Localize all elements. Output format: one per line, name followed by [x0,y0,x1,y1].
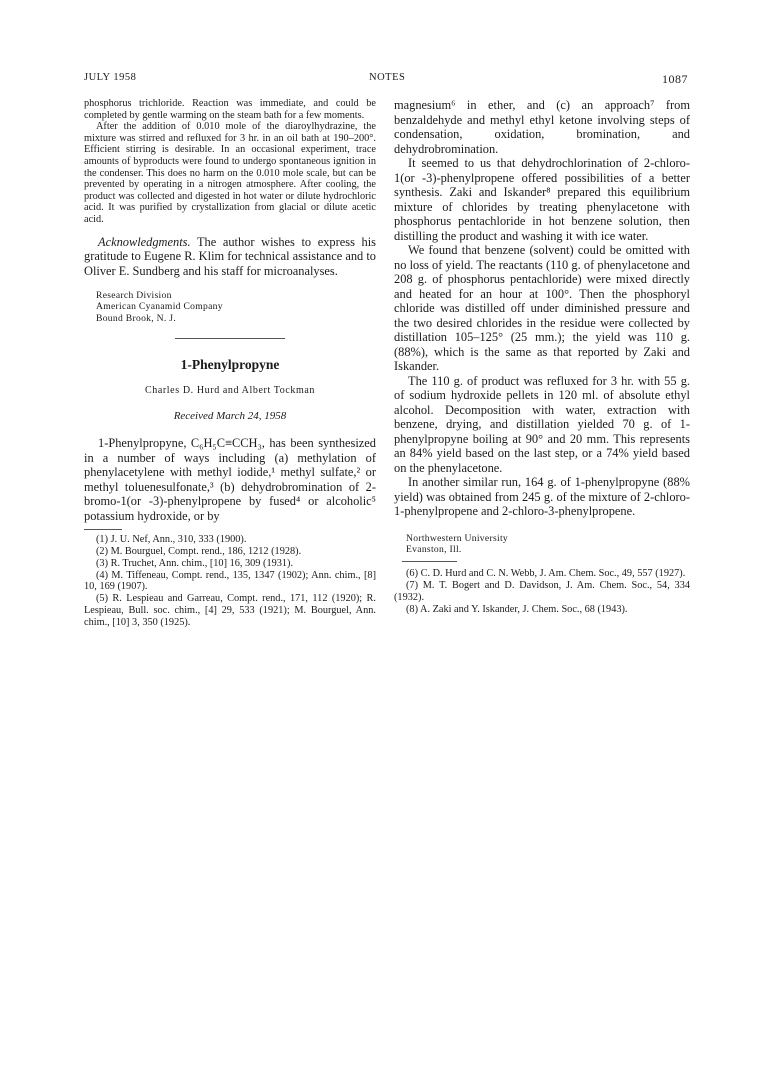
article-body: The 110 g. of product was refluxed for 3 hr. with 55 g. of sodium hydroxide pellets in 120 ml. of absolute ethyl alcohol. Decomposition with water, extraction with benzene, drying, and distillation yielded 70 g. of 1-phenylpropyne boiling at 90° and 20 mm. This represents an 84% yield based on the last step, or a 74% yield based on the phenylacetone. [394,373,690,475]
address-line: Evanston, Ill. [406,543,462,555]
article-body: 1-Phenylpropyne, C₆H₅C≡CCH₃, has been synthesized in a number of ways including (a) methylation of phenylacetylene with methyl iodide,¹ methyl sulfate,² or methyl toluenesulfonate,³ (b) dehydrobromination of 2-bromo-1(or -3)-phenylpropene by fused⁴ or alcoholic⁵ potassium hydroxide, or by [84,436,376,523]
page-number: 1087 [662,72,688,86]
footnote: (5) R. Lespieau and Garreau, Compt. rend., 171, 112 (1920); R. Lespieau, Bull. soc. chim., [4] 29, 533 (1921); M. Bourguel, Ann. chim., [10] 3, 350 (1925). [84,593,376,628]
footnote: (2) M. Bourguel, Compt. rend., 186, 1212 (1928). [96,546,302,558]
received-date: Received March 24, 1958 [173,410,287,423]
article-body: magnesium⁶ in ether, and (c) an approach⁷ from benzaldehyde and methyl ethyl ketone involving steps of condensation, oxidation, bromination, and dehydrobromination. [394,98,690,156]
article-authors: Charles D. Hurd and Albert Tockman [144,385,316,397]
section-divider [175,338,285,339]
address-line: American Cyanamid Company [96,301,223,313]
article-title: 1-Phenylpropyne [180,357,280,373]
footnote: (1) J. U. Nef, Ann., 310, 333 (1900). [96,534,247,546]
footnote-rule [84,529,122,530]
footnote: (4) M. Tiffeneau, Compt. rend., 135, 1347 (1902); Ann. chim., [8] 10, 169 (1907). [84,569,376,593]
running-header [84,72,688,86]
footnote: (6) C. D. Hurd and C. N. Webb, J. Am. Chem. Soc., 49, 557 (1927). [406,568,686,580]
header-section: NOTES [369,72,406,83]
experimental-text: phosphorus trichloride. Reaction was immediate, and could be completed by gentle warming on the steam bath for a few moments. [84,98,376,121]
article-body: In another similar run, 164 g. of 1-phenylpropyne (88% yield) was obtained from 245 g. of the mixture of 2-chloro-1-phenylpropene and 2-chloro-3-phenylpropene. [394,475,690,518]
affiliation-address [96,290,376,324]
footnote: (7) M. T. Bogert and D. Davidson, J. Am. Chem. Soc., 54, 334 (1932). [394,580,690,603]
article-body: We found that benzene (solvent) could be omitted with no loss of yield. The reactants (110 g. of phenylacetone and 208 g. of phosphorus pentachloride) were mixed directly and heated for an hour at 100°. Then the phosphoryl chloride was distilled off under diminished pressure and the two desired chlorides in the residue were collected by distillation 105–125° (25 mm.); the yield was 110 g. (88%), which is the same as that reported by Zaki and Iskander. [394,243,690,373]
acknowledgments-text: The author wishes to express his gratitude to Eugene R. Klim for technical assistance and to Oliver E. Sundberg and his staff for microanalyses. [84,234,376,278]
address-line: Research Division [96,290,172,302]
acknowledgments [84,235,376,279]
left-column [84,98,376,629]
footnote-rule [402,561,457,562]
experimental-text: After the addition of 0.010 mole of the diaroylhydrazine, the mixture was stirred and refluxed for 3 hr. in an oil bath at 190–200°. Efficient stirring is desirable. In an occasional experiment, trace amounts of byproducts were found to undergo spontaneous ignition in the condenser. This does no harm on the 0.010 mole scale, but can be prevented by operating in a nitrogen atmosphere. After cooling, the product was collected and digested in hot water or dilute hydrochloric acid. It was purified by crystallization from glacial or dilute acetic acid. [84,121,376,225]
footnote: (8) A. Zaki and Y. Iskander, J. Chem. Soc., 68 (1943). [406,603,628,615]
article-body: It seemed to us that dehydrochlorination of 2-chloro-1(or -3)-phenylpropene offered possibilities of a better synthesis. Zaki and Iskander⁸ prepared this equilibrium mixture of chlorides by treating phenylacetone with phosphorus pentachloride in hot benzene solution, then distilling the product and washing it with ice water. [394,156,690,243]
address-line: Northwestern University [406,532,509,544]
acknowledgments-lead: Acknowledgments. [98,234,191,249]
address-line: Bound Brook, N. J. [96,312,177,324]
affiliation-address [406,533,690,556]
right-column [394,98,690,616]
footnote: (3) R. Truchet, Ann. chim., [10] 16, 309 (1931). [96,557,294,569]
header-date: JULY 1958 [84,72,137,83]
